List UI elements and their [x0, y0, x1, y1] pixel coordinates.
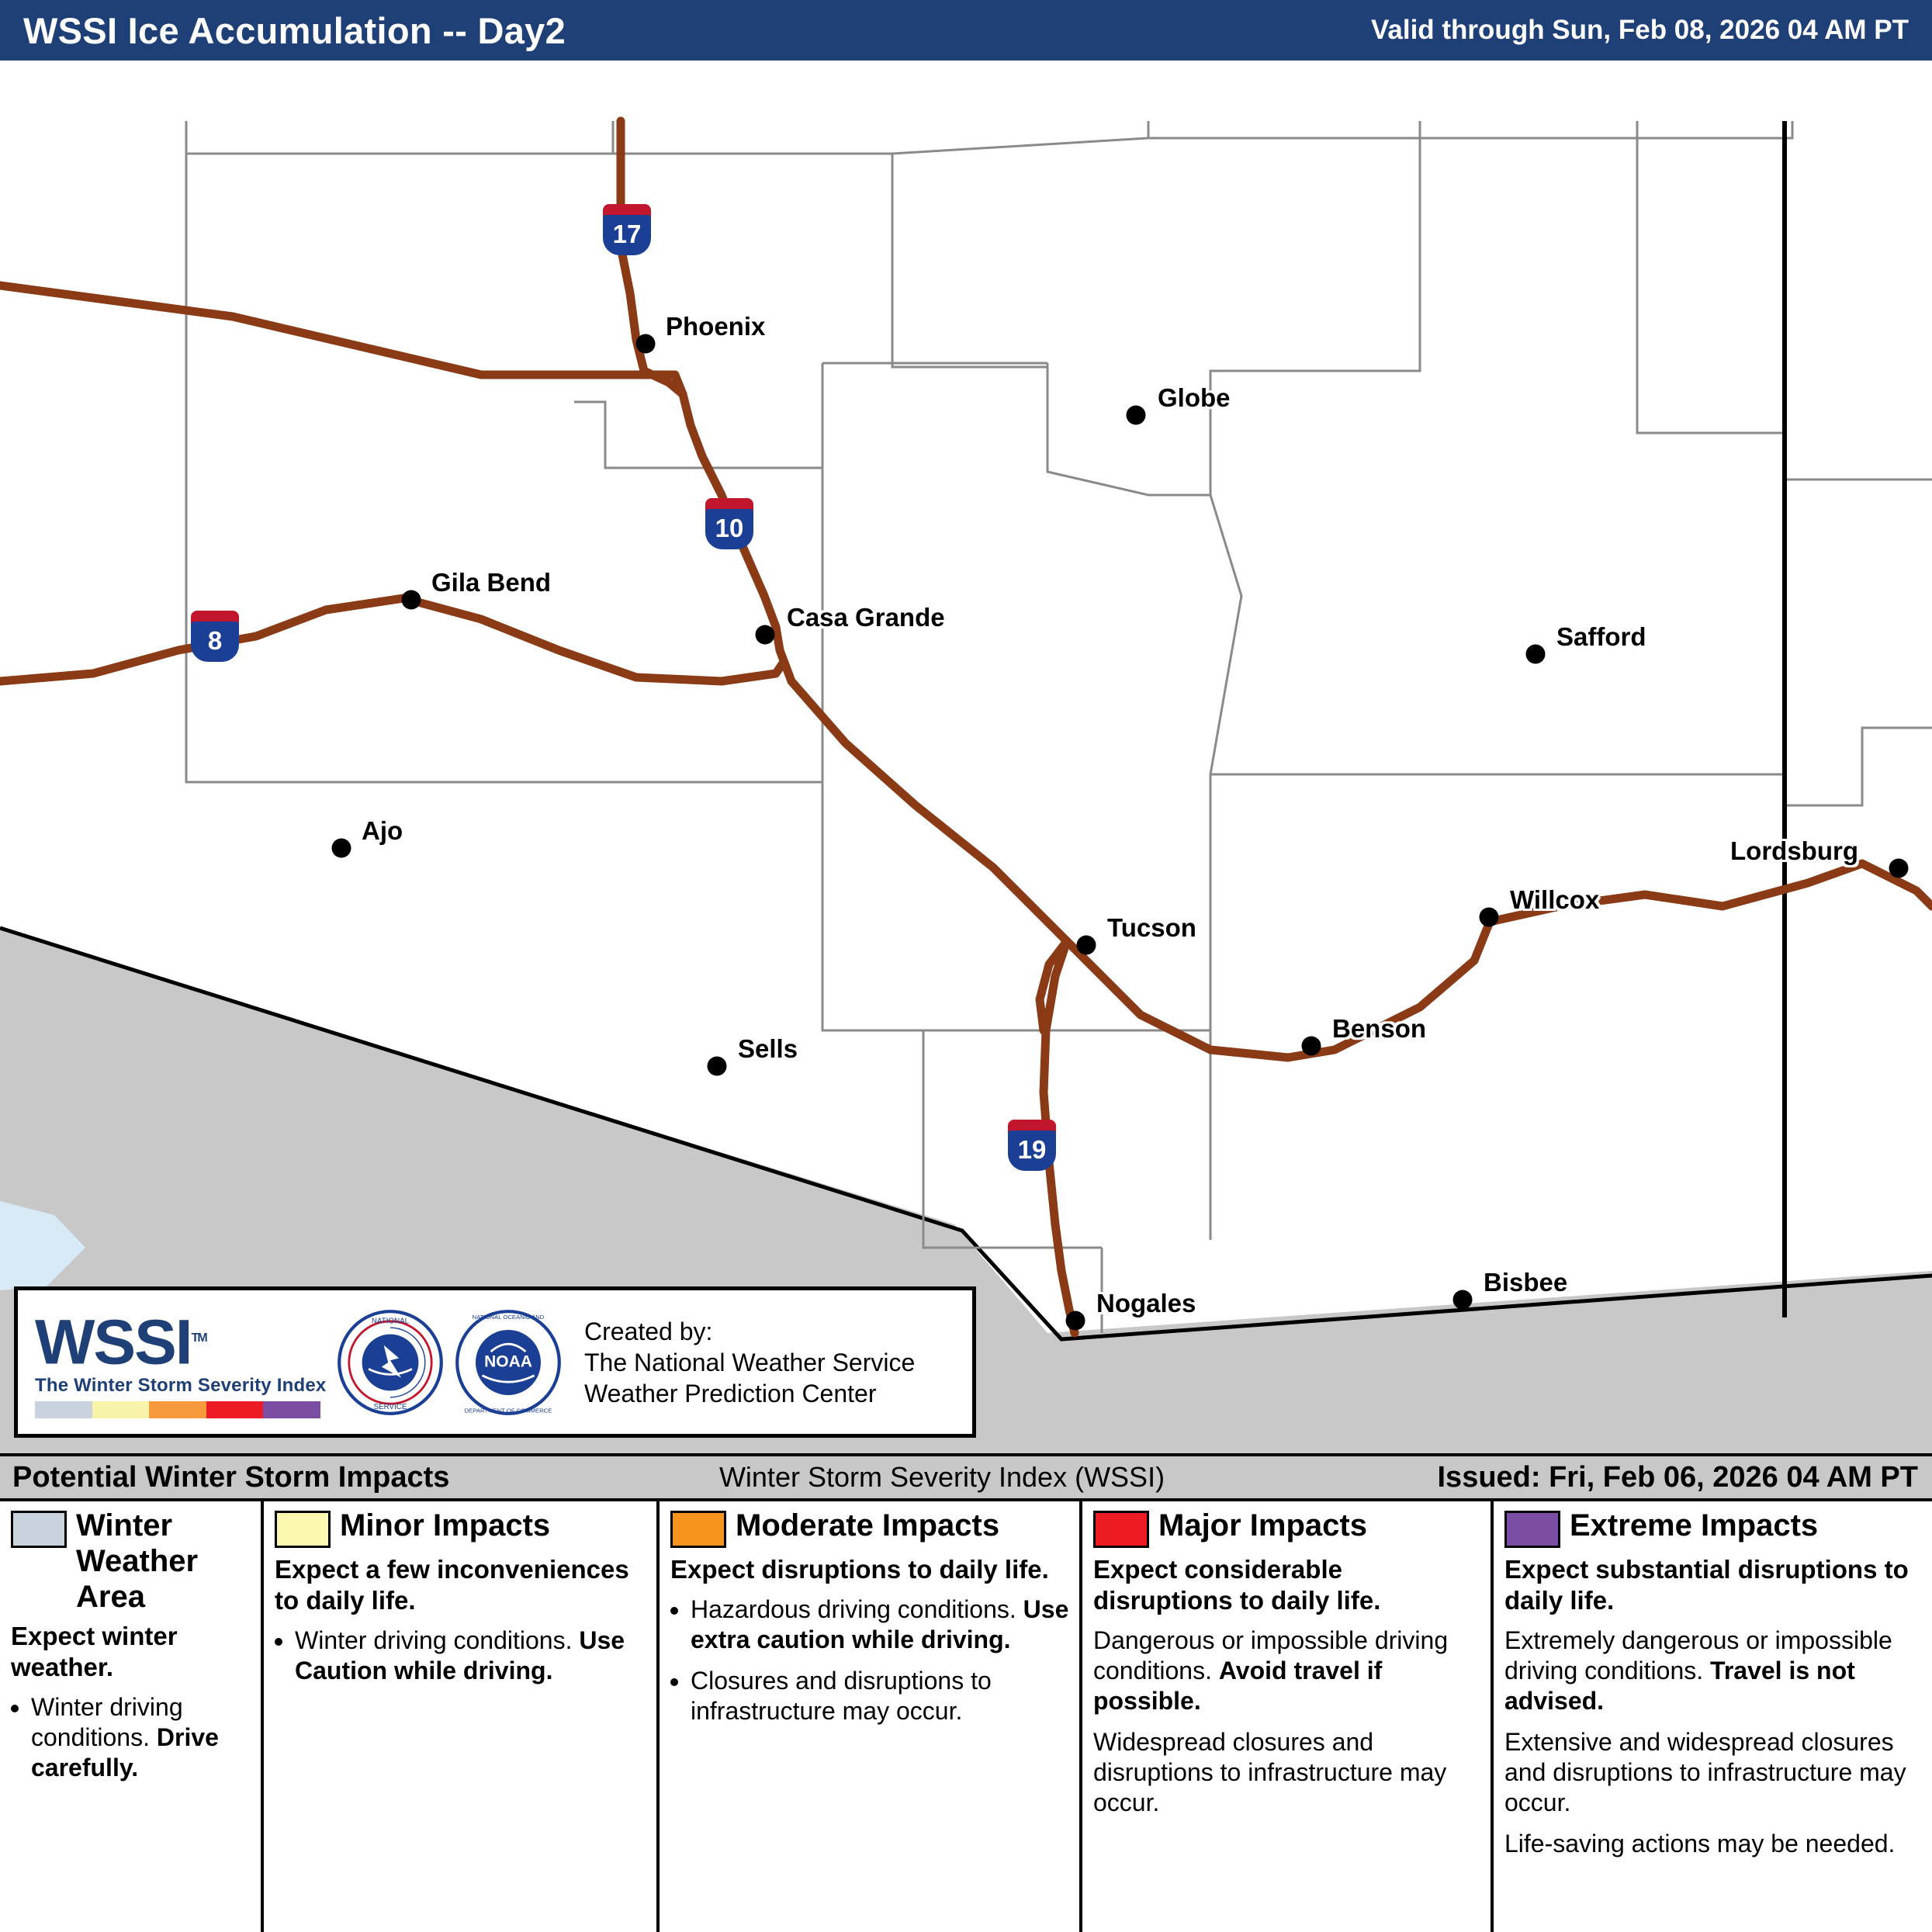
legend-body-winter-weather-area — [11, 1692, 251, 1783]
shield-number: 8 — [207, 626, 223, 655]
legend-swatch-extreme-impacts — [1504, 1511, 1560, 1548]
map-canvas[interactable] — [0, 61, 1932, 1453]
legend-paragraph: Widespread closures and disruptions to infrastructure may occur. — [1093, 1728, 1447, 1816]
city-label-casa-grande: Casa Grande — [787, 603, 945, 632]
legend-paragraph: Extensive and widespread closures and disruptions to infrastructure may occur. — [1504, 1728, 1906, 1816]
interstate-shield-8-icon — [191, 611, 239, 662]
city-dot-bisbee[interactable] — [1453, 1290, 1473, 1310]
legend-lead-winter-weather-area: Expect winter weather. — [11, 1622, 178, 1681]
legend-lead-major-impacts: Expect considerable disruptions to daily life. — [1093, 1555, 1381, 1615]
city-label-ajo: Ajo — [362, 816, 403, 845]
city-dot-nogales[interactable] — [1066, 1311, 1085, 1331]
legend-body-major-impacts — [1093, 1626, 1481, 1818]
svg-text:SERVICE: SERVICE — [373, 1402, 407, 1411]
legend-title-moderate-impacts: Moderate Impacts — [736, 1508, 1000, 1542]
legend-column-winter-weather-area — [0, 1501, 264, 1932]
city-dot-ajo[interactable] — [332, 839, 351, 858]
city-dot-safford[interactable] — [1526, 645, 1546, 664]
legend-body-extreme-impacts — [1504, 1626, 1923, 1859]
city-label-phoenix: Phoenix — [666, 312, 766, 341]
created-by-label: Created by: — [584, 1317, 713, 1345]
legend-bullet: • Hazardous driving conditions. Use extra caution while driving. — [691, 1594, 1070, 1655]
city-label-globe: Globe — [1158, 383, 1231, 412]
shield-number: 10 — [715, 514, 744, 542]
national-weather-service-seal-icon — [336, 1308, 445, 1417]
created-by-block — [570, 1316, 915, 1409]
legend-paragraph: Life-saving actions may be needed. — [1504, 1830, 1896, 1858]
city-label-gila-bend: Gila Bend — [431, 568, 552, 597]
trademark-mark: TM — [191, 1331, 206, 1345]
legend-column-moderate-impacts — [660, 1501, 1082, 1932]
interstate-shield-17-icon — [603, 204, 651, 255]
legend-body-moderate-impacts — [670, 1594, 1070, 1726]
legend-paragraph: Extremely dangerous or impossible driving conditions. Travel is not advised. — [1504, 1626, 1892, 1715]
legend-swatch-major-impacts — [1093, 1511, 1149, 1548]
city-dot-casa-grande[interactable] — [756, 625, 775, 645]
city-label-safford: Safford — [1556, 622, 1646, 651]
legend-swatch-winter-weather-area — [11, 1511, 67, 1548]
city-label-sells: Sells — [738, 1034, 798, 1063]
city-label-willcox: Willcox — [1510, 885, 1600, 914]
legend-title-extreme-impacts: Extreme Impacts — [1570, 1508, 1819, 1542]
page-header — [0, 0, 1932, 61]
impacts-title-bar — [0, 1453, 1932, 1501]
svg-text:NATIONAL OCEANIC AND: NATIONAL OCEANIC AND — [472, 1313, 545, 1321]
city-dot-benson[interactable] — [1302, 1037, 1321, 1056]
wssi-logo — [18, 1306, 328, 1418]
impacts-legend — [0, 1501, 1932, 1932]
wssi-color-bar — [35, 1401, 320, 1418]
city-label-nogales: Nogales — [1096, 1289, 1196, 1317]
city-dot-willcox[interactable] — [1480, 908, 1499, 927]
city-dot-gila-bend[interactable] — [402, 590, 421, 610]
svg-text:DEPARTMENT OF COMMERCE: DEPARTMENT OF COMMERCE — [464, 1406, 552, 1414]
legend-title-winter-weather-area: Winter Weather Area — [76, 1508, 199, 1614]
wssi-subtitle: The Winter Storm Severity Index — [35, 1375, 327, 1397]
legend-title-minor-impacts: Minor Impacts — [340, 1508, 551, 1542]
legend-lead-minor-impacts: Expect a few inconveniences to daily life. — [275, 1555, 629, 1615]
svg-text:NOAA: NOAA — [484, 1352, 532, 1371]
legend-paragraph: Dangerous or impossible driving conditions. Avoid travel if possible. — [1093, 1626, 1449, 1715]
noaa-seal-icon — [454, 1308, 563, 1417]
shield-number: 19 — [1017, 1135, 1047, 1164]
legend-column-minor-impacts — [264, 1501, 660, 1932]
shield-number: 17 — [612, 220, 642, 248]
valid-through-text: Valid through Sun, Feb 08, 2026 04 AM PT — [1370, 15, 1909, 45]
legend-bullet: • Closures and disruptions to infrastructure may occur. — [691, 1666, 1070, 1726]
city-label-tucson: Tucson — [1107, 913, 1196, 942]
wssi-subtitle-bar: Winter Storm Severity Index (WSSI) — [718, 1461, 1165, 1493]
city-label-lordsburg: Lordsburg — [1730, 836, 1858, 865]
legend-swatch-moderate-impacts — [670, 1511, 726, 1548]
legend-column-major-impacts — [1082, 1501, 1494, 1932]
map-vector-layer — [0, 61, 1932, 1453]
wssi-wordmark: WSSI™ — [35, 1307, 206, 1378]
legend-body-minor-impacts — [275, 1626, 647, 1686]
legend-lead-extreme-impacts: Expect substantial disruptions to daily life. — [1504, 1555, 1909, 1615]
impacts-title: Potential Winter Storm Impacts — [12, 1460, 450, 1494]
city-dot-sells[interactable] — [708, 1057, 727, 1076]
org-line-2: Weather Prediction Center — [584, 1379, 877, 1407]
legend-swatch-minor-impacts — [275, 1511, 331, 1548]
page-title: WSSI Ice Accumulation -- Day2 — [23, 9, 566, 51]
legend-column-extreme-impacts — [1494, 1501, 1932, 1932]
legend-bullet: • Winter driving conditions. Use Caution while driving. — [295, 1626, 647, 1686]
city-label-bisbee: Bisbee — [1484, 1268, 1568, 1297]
org-line-1: The National Weather Service — [584, 1348, 916, 1376]
legend-lead-moderate-impacts: Expect disruptions to daily life. — [670, 1555, 1049, 1584]
interstate-shield-10-icon — [705, 498, 753, 549]
city-dot-lordsburg[interactable] — [1889, 859, 1909, 878]
legend-title-major-impacts: Major Impacts — [1158, 1508, 1367, 1542]
city-dot-tucson[interactable] — [1077, 936, 1096, 955]
wssi-credit-box — [14, 1286, 976, 1438]
svg-text:NATIONAL: NATIONAL — [371, 1317, 410, 1326]
agency-seals — [328, 1308, 570, 1417]
city-label-benson: Benson — [1332, 1014, 1427, 1043]
interstate-shield-19-icon — [1008, 1120, 1056, 1171]
issued-text: Issued: Fri, Feb 06, 2026 04 AM PT — [1437, 1460, 1918, 1494]
city-dot-globe[interactable] — [1127, 406, 1146, 425]
city-dot-phoenix[interactable] — [636, 334, 656, 354]
legend-bullet: • Winter driving conditions. Drive carefully. — [31, 1692, 251, 1783]
